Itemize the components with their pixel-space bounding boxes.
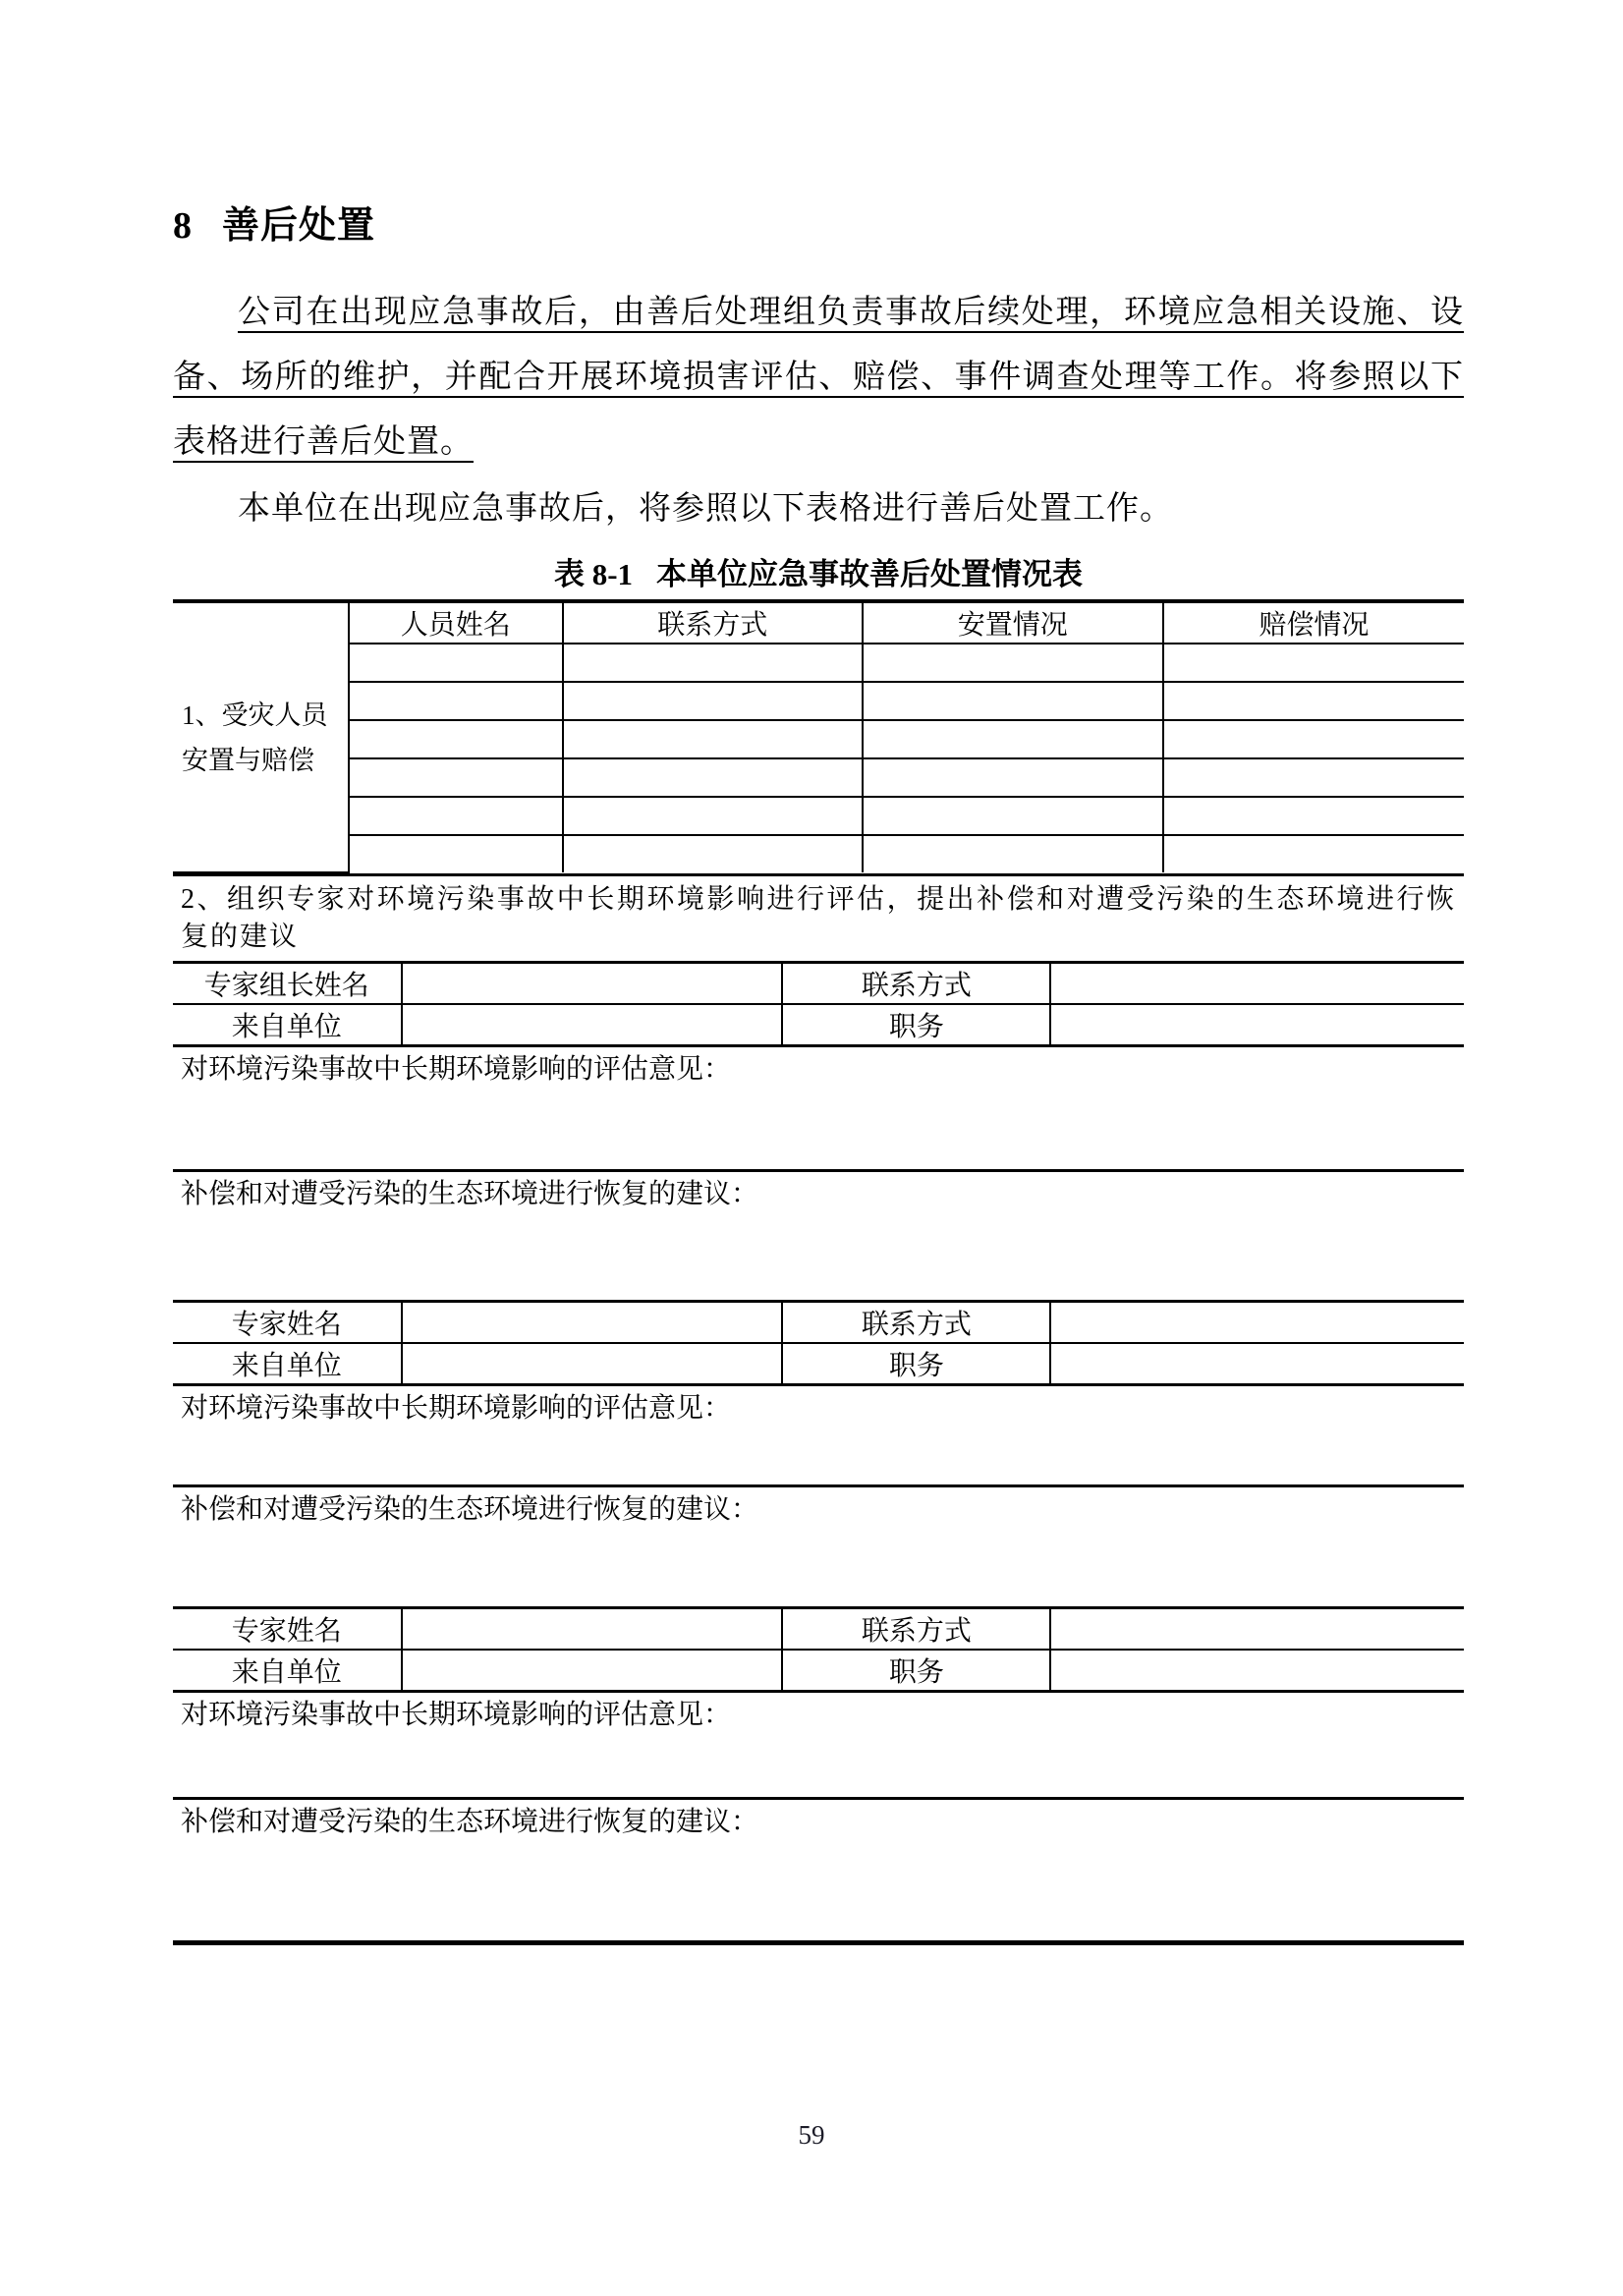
col-header-person-name: 人员姓名 [349, 603, 563, 644]
empty-cell [863, 682, 1163, 720]
section2-intro: 2、组织专家对环境污染事故中长期环境影响进行评估，提出补偿和对遭受污染的生态环境进行恢复的建议 [173, 873, 1464, 961]
contact-label: 联系方式 [782, 963, 1050, 1005]
empty-cell [1163, 644, 1464, 682]
empty-cell [1163, 797, 1464, 835]
empty-cell [349, 682, 563, 720]
empty-cell [1050, 1343, 1464, 1383]
section1-row-label: 1、受灾人员安置与赔偿 [173, 603, 349, 872]
table-8-1 [173, 599, 1464, 1945]
expert-org-row [173, 1650, 1464, 1690]
empty-cell [1050, 1302, 1464, 1344]
duty-label: 职务 [782, 1650, 1050, 1690]
section1-empty-row [173, 644, 1464, 682]
table-caption-label: 表 8-1 [553, 557, 634, 591]
duty-label: 职务 [782, 1004, 1050, 1044]
empty-cell [863, 758, 1163, 797]
empty-cell [402, 1343, 783, 1383]
expert-org-row [173, 1004, 1464, 1044]
org-label: 来自单位 [173, 1004, 402, 1044]
expert-org-row [173, 1343, 1464, 1383]
empty-cell [349, 835, 563, 872]
assessment-opinion-cell: 对环境污染事故中长期环境影响的评估意见： [173, 1690, 1464, 1797]
org-label: 来自单位 [173, 1343, 402, 1383]
expert-block-1-grid [173, 961, 1464, 1044]
empty-cell [563, 797, 863, 835]
section-heading [173, 195, 1464, 249]
col-header-resettlement: 安置情况 [863, 603, 1163, 644]
empty-cell [402, 1004, 783, 1044]
page-number: 59 [798, 2120, 825, 2150]
empty-cell [402, 963, 783, 1005]
duty-label: 职务 [782, 1343, 1050, 1383]
expert-name-label: 专家组长姓名 [173, 963, 402, 1005]
empty-cell [1050, 1004, 1464, 1044]
empty-cell [563, 682, 863, 720]
section1-empty-row [173, 720, 1464, 758]
org-label: 来自单位 [173, 1650, 402, 1690]
empty-cell [402, 1608, 783, 1651]
empty-cell [563, 644, 863, 682]
empty-cell [1050, 1608, 1464, 1651]
paragraph-plain: 本单位在出现应急事故后，将参照以下表格进行善后处置工作。 [238, 491, 1173, 527]
assessment-opinion-cell: 对环境污染事故中长期环境影响的评估意见： [173, 1044, 1464, 1169]
table-caption [173, 549, 1464, 593]
empty-cell [1163, 758, 1464, 797]
restoration-suggestion-cell: 补偿和对遭受污染的生态环境进行恢复的建议： [173, 1169, 1464, 1300]
empty-cell [1050, 963, 1464, 1005]
empty-cell [563, 758, 863, 797]
empty-cell [1163, 835, 1464, 872]
section1-empty-row [173, 682, 1464, 720]
empty-cell [402, 1302, 783, 1344]
empty-cell [349, 797, 563, 835]
section-title: 善后处置 [222, 205, 376, 247]
empty-cell [863, 720, 1163, 758]
empty-cell [863, 797, 1163, 835]
expert-name-row [173, 963, 1464, 1005]
expert-name-label: 专家姓名 [173, 1608, 402, 1651]
table-caption-title: 本单位应急事故善后处置情况表 [656, 557, 1084, 591]
contact-label: 联系方式 [782, 1608, 1050, 1651]
empty-cell [1163, 682, 1464, 720]
expert-name-row [173, 1608, 1464, 1651]
restoration-suggestion-cell: 补偿和对遭受污染的生态环境进行恢复的建议： [173, 1797, 1464, 1940]
empty-cell [349, 644, 563, 682]
empty-cell [863, 644, 1163, 682]
restoration-suggestion-cell: 补偿和对遭受污染的生态环境进行恢复的建议： [173, 1484, 1464, 1606]
empty-cell [563, 720, 863, 758]
section1-header-row [173, 603, 1464, 644]
assessment-opinion-cell: 对环境污染事故中长期环境影响的评估意见： [173, 1383, 1464, 1484]
contact-label: 联系方式 [782, 1302, 1050, 1344]
expert-block-3-grid [173, 1606, 1464, 1690]
section1-empty-row [173, 797, 1464, 835]
empty-cell [402, 1650, 783, 1690]
section1-table [173, 603, 1464, 873]
paragraph-underlined: 公司在出现应急事故后，由善后处理组负责事故后续处理，环境应急相关设施、设备、场所的维护，并配合开展环境损害评估、赔偿、事件调查处理等工作。将参照以下表格进行善后处置。 [173, 295, 1464, 460]
section1-empty-row [173, 758, 1464, 797]
col-header-contact: 联系方式 [563, 603, 863, 644]
section1-empty-row [173, 835, 1464, 872]
empty-cell [863, 835, 1163, 872]
section-number: 8 [173, 205, 193, 247]
empty-cell [1050, 1650, 1464, 1690]
empty-cell [1163, 720, 1464, 758]
expert-block-2-grid [173, 1300, 1464, 1383]
page-content [173, 195, 1464, 1945]
empty-cell [349, 758, 563, 797]
col-header-compensation: 赔偿情况 [1163, 603, 1464, 644]
expert-name-label: 专家姓名 [173, 1302, 402, 1344]
expert-name-row [173, 1302, 1464, 1344]
empty-cell [563, 835, 863, 872]
empty-cell [349, 720, 563, 758]
